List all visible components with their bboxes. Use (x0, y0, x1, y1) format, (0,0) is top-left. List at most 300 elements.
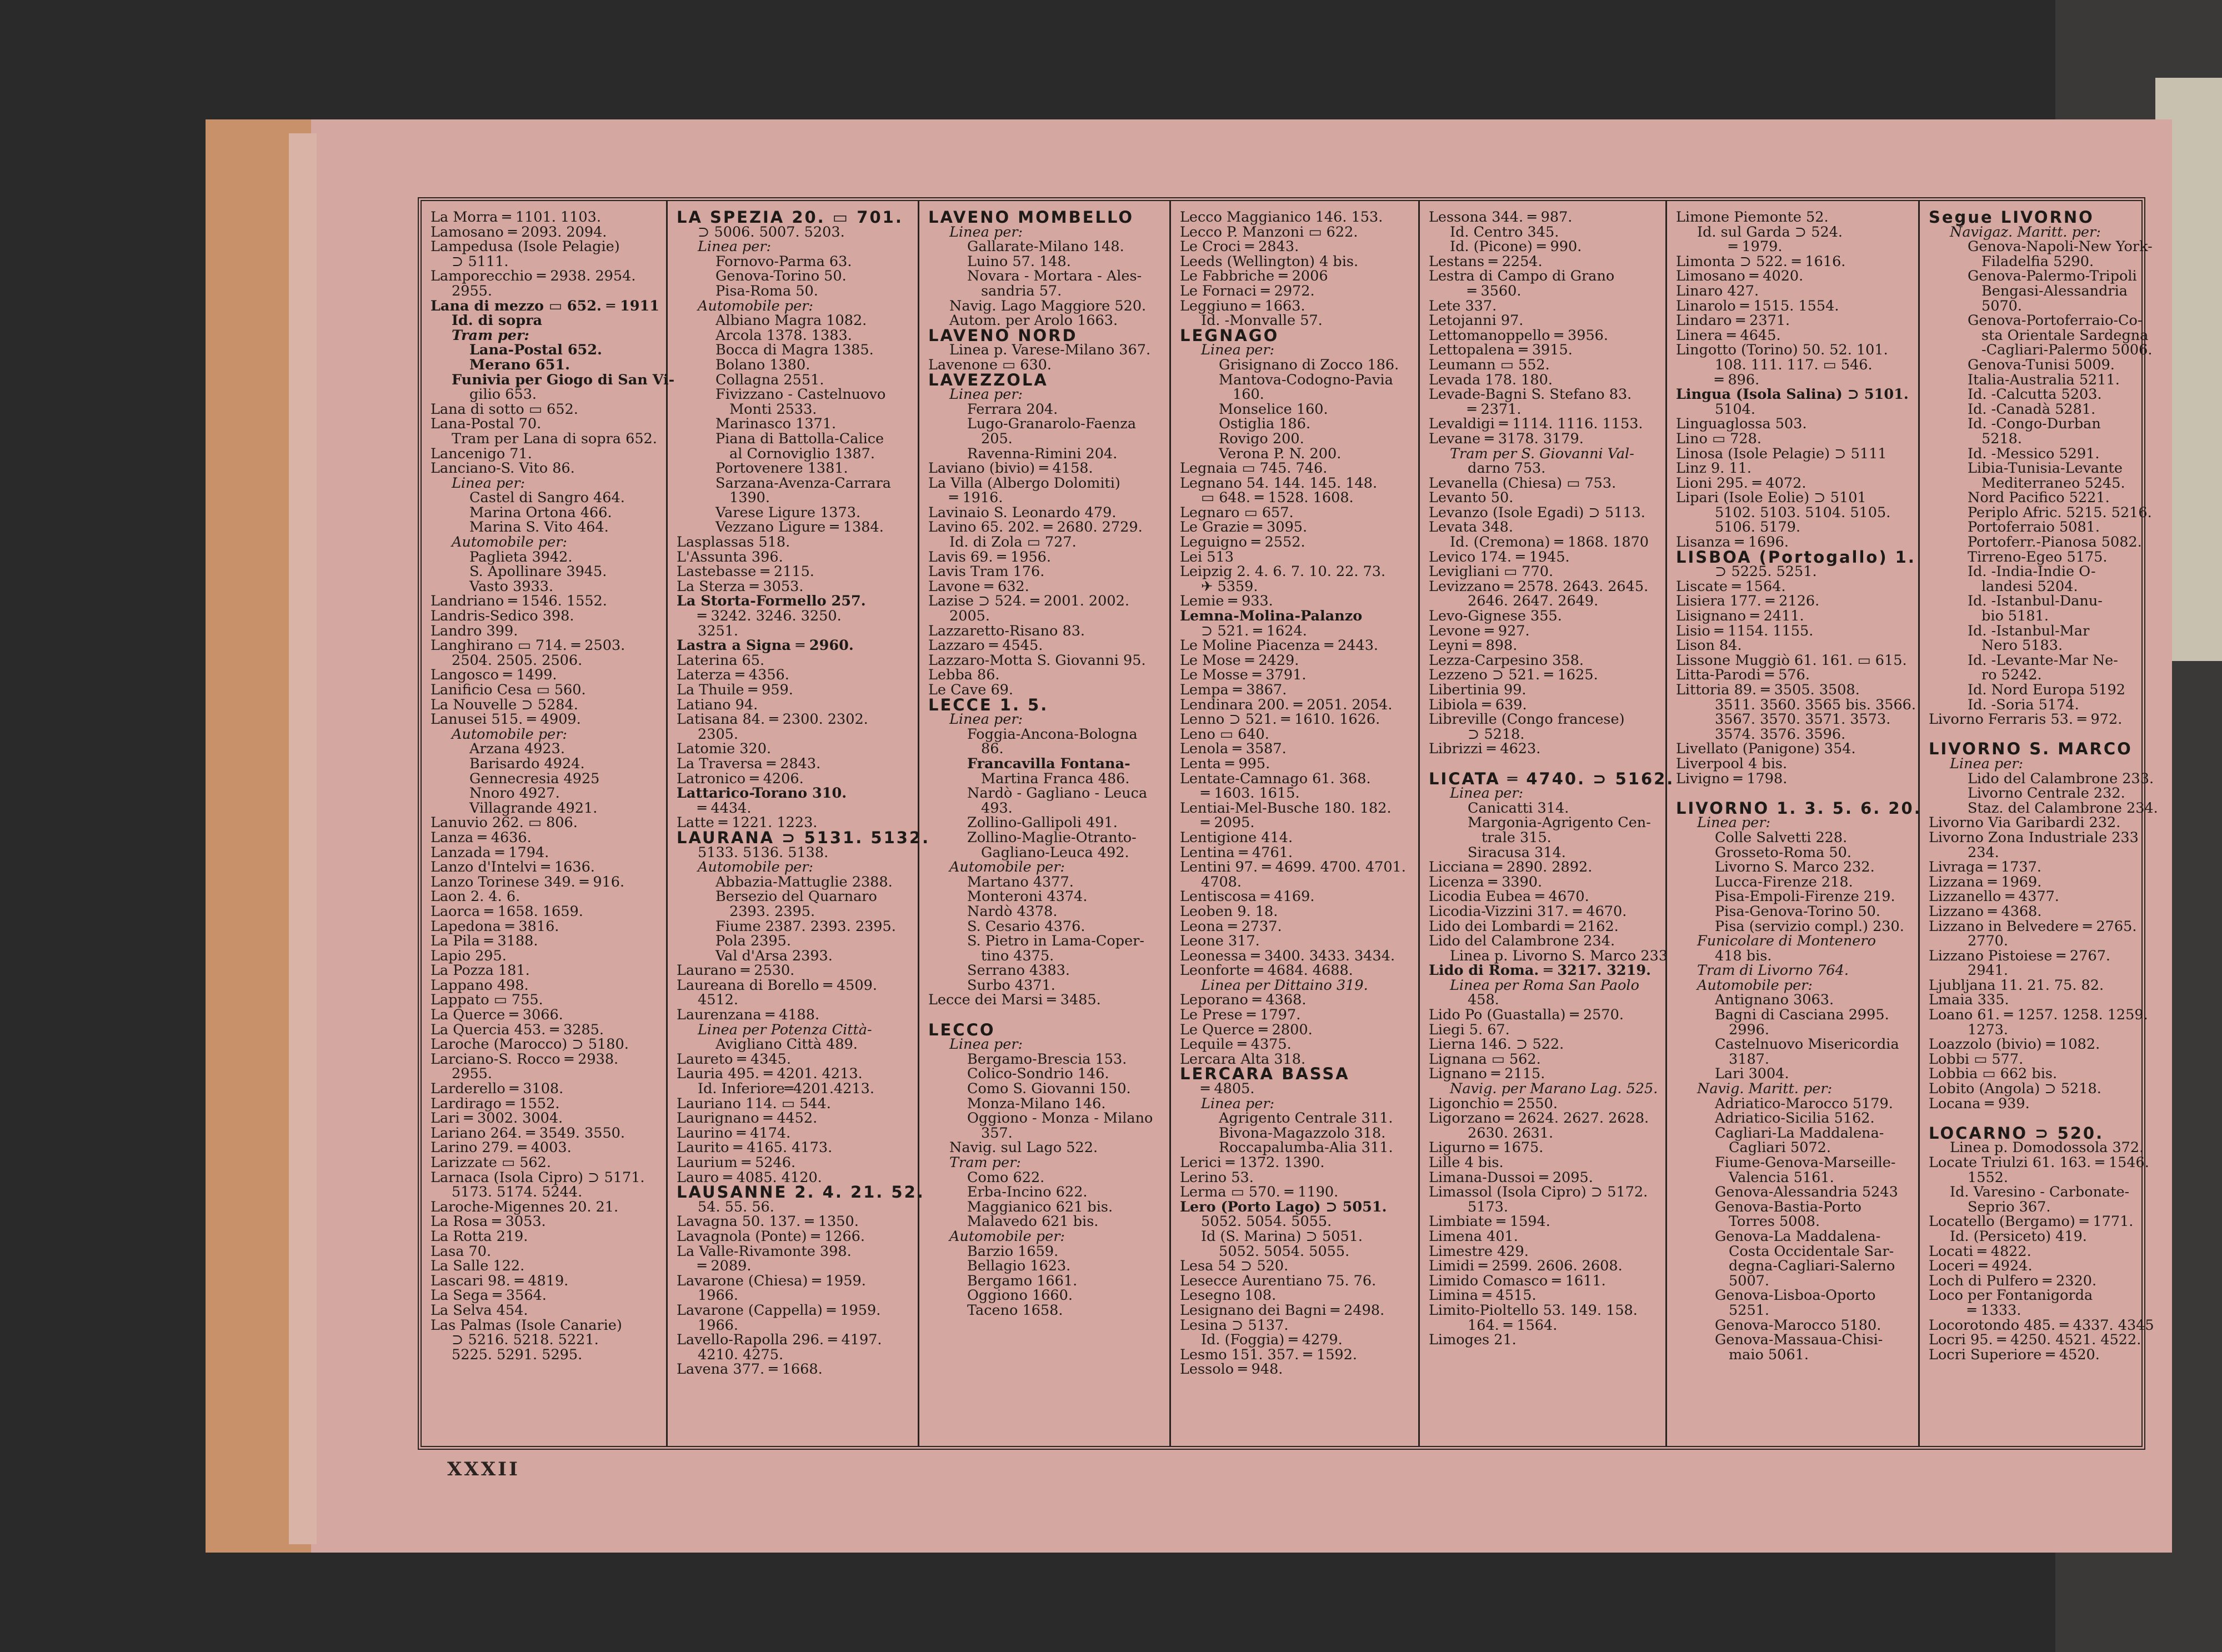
index-entry: Lenta ═ 995. (1180, 755, 1270, 772)
index-entry: La Villa (Albergo Dolomiti) (928, 474, 1120, 492)
index-entry: Licodia-Vizzini 317. ═ 4670. (1429, 903, 1627, 920)
index-entry: Genova-Alessandria 5243 (1715, 1184, 1898, 1201)
index-entry: L'Assunta 396. (677, 548, 783, 565)
index-entry: Latiano 94. (677, 696, 758, 713)
index-entry: Margonia-Agrigento Cen- (1468, 814, 1651, 832)
index-entry: al Cornoviglio 1387. (729, 445, 875, 462)
index-entry: Laurium ═ 5246. (677, 1154, 796, 1171)
index-entry: Fornovo-Parma 63. (715, 253, 852, 270)
index-entry: Lentigione 414. (1180, 829, 1293, 846)
index-entry: Id. -Messico 5291. (1968, 445, 2100, 462)
index-entry: Id. -Canadà 5281. (1968, 401, 2096, 418)
index-entry: gilio 653. (469, 386, 537, 403)
index-entry: Laurito ═ 4165. 4173. (677, 1139, 833, 1157)
index-entry: Livigno ═ 1798. (1676, 770, 1788, 787)
index-table (418, 197, 2158, 1450)
index-entry: Novara - Mortara - Ales- (967, 268, 1142, 285)
index-entry: S. Apollinare 3945. (469, 563, 607, 580)
index-entry: Linea p. Livorno S. Marco 233 (1450, 947, 1668, 964)
index-entry: Licenza ═ 3390. (1429, 873, 1543, 890)
index-entry: Bagni di Casciana 2995. (1715, 1007, 1889, 1024)
index-entry: Como S. Giovanni 150. (967, 1080, 1131, 1098)
index-entry: Bocca di Magra 1385. (715, 342, 874, 359)
index-entry: Locri 95. ═ 4250. 4521. 4522. (1929, 1331, 2141, 1349)
index-entry: Navig. per Marano Lag. 525. (1450, 1080, 1658, 1098)
index-entry: ═ 4434. (698, 799, 752, 817)
index-entry: La Rotta 219. (431, 1228, 528, 1245)
index-entry: Id. di sopra (452, 312, 543, 329)
index-entry: ⊃ 5216. 5218. 5221. (452, 1331, 599, 1349)
index-entry: 5173. 5174. 5244. (452, 1184, 583, 1201)
index-entry: Legnaia ▭ 745. 746. (1180, 460, 1328, 477)
index-entry: Periplo Afric. 5215. 5216. (1968, 504, 2152, 521)
index-entry: 5173. (1468, 1198, 1509, 1215)
index-entry: Lido del Calambrone 233. (1968, 770, 2154, 787)
index-entry: 2393. 2395. (729, 903, 815, 920)
index-heading: LISBOA (Portogallo) 1. (1676, 547, 1916, 567)
index-entry: Lessolo ═ 948. (1180, 1361, 1283, 1378)
index-entry: Leggiuno ═ 1663. (1180, 297, 1305, 314)
index-entry: Lanzo d'Intelvi ═ 1636. (431, 859, 595, 876)
index-entry: Lamosano ═ 2093. 2094. (431, 223, 607, 241)
index-entry: Lizzano Pistoiese ═ 2767. (1929, 947, 2111, 964)
index-entry: Laroche (Marocco) ⊃ 5180. (431, 1036, 629, 1053)
index-entry: Pisa (servizio compl.) 230. (1715, 918, 1904, 935)
index-entry: Le Moline Piacenza ═ 2443. (1180, 637, 1379, 654)
index-entry: ⊃ 5006. 5007. 5203. (698, 223, 845, 241)
index-entry: Laureana di Borello ═ 4509. (677, 977, 877, 994)
index-entry: Castel di Sangro 464. (469, 489, 625, 507)
index-entry: Lido di Roma. ═ 3217. 3219. (1429, 962, 1651, 979)
index-entry: Lavena 377. ═ 1668. (677, 1361, 823, 1378)
index-entry: Lappano 498. (431, 977, 529, 994)
index-entry: Linea per: (1697, 814, 1771, 832)
index-heading: LAUSANNE 2. 4. 21. 52. (677, 1183, 925, 1202)
index-entry: Larizzate ▭ 562. (431, 1154, 551, 1171)
index-entry: La Morra ═ 1101. 1103. (431, 209, 601, 226)
index-entry: ⊃ 5225. 5251. (1715, 563, 1817, 580)
index-entry: 5218. (1981, 430, 2023, 447)
index-entry: 2646. 2647. 2649. (1468, 593, 1599, 610)
index-entry: Lanusei 515. ═ 4909. (431, 711, 581, 728)
index-heading: LAURANA ⊃ 5131. 5132. (677, 828, 930, 847)
index-entry: Lazzaretto-Risano 83. (928, 622, 1085, 639)
index-entry: Latomie 320. (677, 740, 772, 758)
index-entry: Lenola ═ 3587. (1180, 740, 1287, 758)
index-entry: Pisa-Empoli-Firenze 219. (1715, 888, 1895, 905)
index-entry: Litta-Parodi ═ 576. (1676, 667, 1810, 684)
index-entry: Laureto ═ 4345. (677, 1050, 792, 1068)
index-entry: Laorca ═ 1658. 1659. (431, 903, 583, 920)
index-entry: Leeds (Wellington) 4 bis. (1180, 253, 1359, 270)
index-entry: La Quercia 453. ═ 3285. (431, 1021, 604, 1038)
index-entry: Tirreno-Egeo 5175. (1968, 548, 2108, 565)
index-entry: Id. di Zola ▭ 727. (949, 534, 1077, 551)
index-entry: Locatello (Bergamo) ═ 1771. (1929, 1213, 2134, 1230)
index-entry: Lecce dei Marsi ═ 3485. (928, 992, 1101, 1009)
index-entry: Nero 5183. (1981, 637, 2063, 654)
index-entry: Lauro ═ 4085. 4120. (677, 1169, 822, 1186)
index-entry: Genova-Palermo-Tripoli (1968, 268, 2137, 285)
index-column-6 (1667, 201, 1920, 1446)
index-entry: Lasa 70. (431, 1243, 492, 1260)
index-entry: Latisana 84. ═ 2300. 2302. (677, 711, 868, 728)
index-entry: tino 4375. (981, 947, 1054, 964)
index-entry: Lido Po (Guastalla) ═ 2570. (1429, 1007, 1624, 1024)
index-entry: Automobile per: (698, 297, 813, 314)
index-entry: Automobile per: (949, 1228, 1065, 1245)
index-entry: Lavenone ▭ 630. (928, 356, 1052, 373)
index-entry: Maggianico 621 bis. (967, 1198, 1113, 1215)
index-entry: Lucca-Firenze 218. (1715, 873, 1853, 890)
index-entry: sandria 57. (981, 282, 1062, 299)
index-entry: Ferrara 204. (967, 401, 1058, 418)
index-entry: 3574. 3576. 3596. (1715, 725, 1846, 743)
index-heading: LOCARNO ⊃ 520. (1929, 1123, 2104, 1143)
index-entry: Larino 279. ═ 4003. (431, 1139, 572, 1157)
index-entry: Lentina ═ 4761. (1180, 844, 1293, 861)
index-entry: Limassol (Isola Cipro) ⊃ 5172. (1429, 1184, 1648, 1201)
index-entry: S. Cesario 4376. (967, 918, 1085, 935)
index-entry: Lignana ▭ 562. (1429, 1050, 1541, 1068)
index-entry: Automobile per: (949, 859, 1065, 876)
index-entry: Collagna 2551. (715, 371, 824, 388)
index-entry: Larciano-S. Rocco ═ 2938. (431, 1050, 619, 1068)
index-entry: Filadelfia 5290. (1981, 253, 2094, 270)
index-entry: Lecco Maggianico 146. 153. (1180, 209, 1383, 226)
index-entry: 2005. (949, 608, 990, 625)
index-entry: ═ 1979. (1729, 238, 1783, 256)
index-entry: Mantova-Codogno-Pavia (1219, 371, 1393, 388)
index-entry: Limoges 21. (1429, 1331, 1517, 1349)
index-entry: Id. Centro 345. (1450, 223, 1559, 241)
index-entry: Tram per S. Giovanni Val- (1450, 445, 1634, 462)
index-entry: Adriatico-Sicilia 5162. (1715, 1110, 1875, 1127)
index-entry: Ligurno ═ 1675. (1429, 1139, 1544, 1157)
index-entry: Lancenigo 71. (431, 445, 532, 462)
index-entry: Fiume 2387. 2393. 2395. (715, 918, 896, 935)
index-entry: Leyni ═ 898. (1429, 637, 1518, 654)
index-entry: Laterza ═ 4356. (677, 667, 789, 684)
index-entry: Lapedona ═ 3816. (431, 918, 559, 935)
index-entry: Genova-Bastia-Porto (1715, 1198, 1861, 1215)
index-entry: Gagliano-Leuca 492. (981, 844, 1129, 861)
index-entry: Linea per: (949, 711, 1023, 728)
index-entry: Bivona-Magazzolo 318. (1219, 1124, 1386, 1142)
index-entry: Levane ═ 3178. 3179. (1429, 430, 1584, 447)
index-entry: La Storta-Formello 257. (677, 593, 866, 610)
index-entry: Lentiai-Mel-Busche 180. 182. (1180, 799, 1392, 817)
index-heading: LAVEZZOLA (928, 370, 1048, 389)
index-entry: Levata 348. (1429, 519, 1513, 536)
index-entry: Legnano 54. 144. 145. 148. (1180, 474, 1378, 492)
index-entry: Italia-Australia 5211. (1968, 371, 2120, 388)
index-entry: Loceri ═ 4924. (1929, 1258, 2033, 1275)
index-entry: Tram per: (452, 327, 529, 344)
index-entry: Lido dei Lombardi ═ 2162. (1429, 918, 1619, 935)
index-entry: Lentini 97. ═ 4699. 4700. 4701. (1180, 859, 1406, 876)
index-entry: Licciana ═ 2890. 2892. (1429, 859, 1593, 876)
index-entry: Lavarone (Chiesa) ═ 1959. (677, 1272, 866, 1289)
index-entry: Leonessa ═ 3400. 3433. 3434. (1180, 947, 1395, 964)
index-entry: ═ 1916. (949, 489, 1003, 507)
index-entry: Le Fabbriche ═ 2006 (1180, 268, 1328, 285)
index-entry: Nardò 4378. (967, 903, 1058, 920)
index-entry: Laon 2. 4. 6. (431, 888, 521, 905)
index-entry: 2504. 2505. 2506. (452, 652, 583, 669)
index-entry: 234. (1968, 844, 1999, 861)
index-entry: Lanuvio 262. ▭ 806. (431, 814, 578, 832)
index-entry: Lestra di Campo di Grano (1429, 268, 1615, 285)
index-entry: Laterina 65. (677, 652, 765, 669)
index-entry: 54. 55. 56. (698, 1198, 774, 1215)
index-entry: Lardirago ═ 1552. (431, 1095, 560, 1112)
index-entry: Limina ═ 4515. (1429, 1287, 1537, 1304)
index-entry: Nardò - Gagliano - Leuca (967, 785, 1148, 802)
index-entry: Id. Nord Europa 5192 (1968, 682, 2125, 698)
index-entry: Landriano ═ 1546. 1552. (431, 593, 607, 610)
index-entry: ═ 896. (1715, 371, 1760, 388)
index-entry: Agrigento Centrale 311. (1219, 1110, 1393, 1127)
index-entry: Paglieta 3942. (469, 548, 573, 565)
index-entry: Adriatico-Marocco 5179. (1715, 1095, 1893, 1112)
index-entry: Librizzi ═ 4623. (1429, 740, 1541, 758)
index-entry: Roccapalumba-Alia 311. (1219, 1139, 1393, 1157)
index-entry: Rovigo 200. (1219, 430, 1304, 447)
index-entry: Tram per: (949, 1154, 1021, 1171)
index-entry: ⊃ 5111. (452, 253, 509, 270)
index-entry: Langosco ═ 1499. (431, 667, 557, 684)
index-entry: 86. (981, 740, 1004, 758)
index-entry: ═ 1333. (1968, 1301, 2021, 1319)
index-entry: Malavedo 621 bis. (967, 1213, 1099, 1230)
index-entry: Libia-Tunisia-Levante (1968, 460, 2123, 477)
index-entry: Lempa ═ 3867. (1180, 682, 1287, 698)
index-entry: Lierna 146. ⊃ 522. (1429, 1036, 1564, 1053)
index-entry: Linaro 427. (1676, 282, 1759, 299)
index-entry: Lavis 69. ═ 1956. (928, 548, 1052, 565)
index-entry: Lazzaro ═ 4545. (928, 637, 1043, 654)
index-entry: Ravenna-Rimini 204. (967, 445, 1118, 462)
index-entry: Portoferr.-Pianosa 5082. (1968, 534, 2142, 551)
index-entry: La Nouvelle ⊃ 5284. (431, 696, 578, 713)
index-entry: Liverpool 4 bis. (1676, 755, 1788, 772)
index-entry: 418 bis. (1715, 947, 1772, 964)
index-heading: LEGNAGO (1180, 326, 1279, 345)
index-entry: Livorno Centrale 232. (1968, 785, 2125, 802)
index-entry: Marina Ortona 466. (469, 504, 612, 521)
index-entry: Foggia-Ancona-Bologna (967, 725, 1138, 743)
index-entry: Lanza ═ 4636. (431, 829, 532, 846)
index-entry: Piana di Battolla-Calice (715, 430, 884, 447)
index-entry: Sarzana-Avenza-Carrara (715, 474, 891, 492)
index-entry: Lizzano ═ 4368. (1929, 903, 2042, 920)
index-entry: Automobile per: (452, 534, 567, 551)
index-entry: Limana-Dussoi ═ 2095. (1429, 1169, 1593, 1186)
page-number: XXXII (447, 1458, 520, 1480)
index-entry: Pola 2395. (715, 933, 791, 950)
index-entry: ═ 2095. (1201, 814, 1255, 832)
index-heading: LA SPEZIA 20. ▭ 701. (677, 208, 903, 227)
index-entry: Genova-La Maddalena- (1715, 1228, 1881, 1245)
index-entry: Leona ═ 2737. (1180, 918, 1282, 935)
index-entry: 1390. (729, 489, 770, 507)
index-entry: 2996. (1729, 1021, 1770, 1038)
index-entry: Oggiono 1660. (967, 1287, 1073, 1304)
index-entry: Lizzanello ═ 4377. (1929, 888, 2059, 905)
index-entry: Lero (Porto Lago) ⊃ 5051. (1180, 1198, 1387, 1215)
index-entry: Linea per: (949, 1036, 1023, 1053)
index-entry: 2770. (1968, 933, 2009, 950)
index-entry: Leno ▭ 640. (1180, 725, 1269, 743)
index-entry: 2955. (452, 282, 493, 299)
index-entry: Cagliari 5072. (1729, 1139, 1831, 1157)
index-entry: Lazzaro-Motta S. Giovanni 95. (928, 652, 1146, 669)
index-entry: 1966. (698, 1316, 739, 1334)
index-entry: Marina S. Vito 464. (469, 519, 609, 536)
index-entry: Lana-Postal 652. (469, 342, 602, 359)
index-entry: Id. -Soria 5174. (1968, 696, 2079, 713)
index-entry: Lana di mezzo ▭ 652. ═ 1911 (431, 297, 659, 314)
index-entry: Lastra a Signa ═ 2960. (677, 637, 854, 654)
index-entry: Linea per: (1950, 755, 2024, 772)
index-entry: Lison 84. (1676, 637, 1742, 654)
index-entry: Pisa-Roma 50. (715, 282, 818, 299)
index-heading: LECCO (928, 1020, 995, 1039)
index-entry: Lesignano dei Bagni ═ 2498. (1180, 1301, 1385, 1319)
index-entry: Id. -Levante-Mar Ne- (1968, 652, 2118, 669)
index-entry: Lmaia 335. (1929, 992, 2009, 1009)
index-entry: Portovenere 1381. (715, 460, 848, 477)
index-entry: Loco per Fontanigorda (1929, 1287, 2093, 1304)
index-entry: Laurignano ═ 4452. (677, 1110, 818, 1127)
index-entry: Id. (Picone) ═ 990. (1450, 238, 1582, 256)
index-entry: Lappato ▭ 755. (431, 992, 543, 1009)
index-entry: Taceno 1658. (967, 1301, 1063, 1319)
index-entry: Lesina ⊃ 5137. (1180, 1316, 1289, 1334)
index-entry: 108. 111. 117. ▭ 546. (1715, 356, 1873, 373)
index-entry: Lavagna 50. 137. ═ 1350. (677, 1213, 859, 1230)
index-entry: Laroche-Migennes 20. 21. (431, 1198, 619, 1215)
index-entry: 4708. (1201, 873, 1242, 890)
index-entry: Lavone ═ 632. (928, 578, 1029, 595)
index-entry: Automobile per: (698, 859, 813, 876)
index-entry: Id. -Calcutta 5203. (1968, 386, 2102, 403)
index-entry: Id. Varesino - Carbonate- (1950, 1184, 2130, 1201)
index-entry: Locati ═ 4822. (1929, 1243, 2031, 1260)
index-entry: Lignano ═ 2115. (1429, 1065, 1545, 1083)
index-entry: ⊃ 521. ═ 1624. (1201, 622, 1307, 639)
index-entry: Letojanni 97. (1429, 312, 1524, 329)
index-entry: Lari ═ 3002. 3004. (431, 1110, 563, 1127)
index-entry: Lino ▭ 728. (1676, 430, 1761, 447)
index-entry: 164. ═ 1564. (1468, 1316, 1558, 1334)
index-entry: Levanto 50. (1429, 489, 1514, 507)
index-entry: Libertinia 99. (1429, 682, 1527, 698)
index-entry: Lastebasse ═ 2115. (677, 563, 814, 580)
index-entry: Martano 4377. (967, 873, 1074, 890)
index-entry: Linea per: (698, 238, 772, 256)
index-entry: Levo-Gignese 355. (1429, 608, 1562, 625)
index-entry: ═ 2371. (1468, 401, 1522, 418)
index-entry: Linea per: (1201, 342, 1275, 359)
index-entry: Lemna-Molina-Palanzo (1180, 608, 1363, 625)
index-entry: Lendinara 200. ═ 2051. 2054. (1180, 696, 1393, 713)
index-entry: Monti 2533. (729, 401, 817, 418)
index-entry: Albiano Magra 1082. (715, 312, 867, 329)
index-entry: 5007. (1729, 1272, 1770, 1289)
index-entry: Ligonchio ═ 2550. (1429, 1095, 1558, 1112)
index-entry: Liscate ═ 1564. (1676, 578, 1786, 595)
index-entry: Lavino 65. 202. ═ 2680. 2729. (928, 519, 1143, 536)
index-entry: Lercara Alta 318. (1180, 1050, 1306, 1068)
index-entry: Linosa (Isole Pelagie) ⊃ 5111 (1676, 445, 1887, 462)
index-entry: Landris-Sedico 398. (431, 608, 574, 625)
index-entry: Lenno ⊃ 521. ═ 1610. 1626. (1180, 711, 1380, 728)
index-entry: La Sega ═ 3564. (431, 1287, 547, 1304)
index-entry: Autom. per Arolo 1663. (949, 312, 1118, 329)
index-entry: Varese Ligure 1373. (715, 504, 861, 521)
index-entry: Id. sul Garda ⊃ 524. (1697, 223, 1843, 241)
index-entry: Lezza-Carpesino 358. (1429, 652, 1584, 669)
index-entry: Francavilla Fontana- (967, 755, 1130, 772)
index-entry: 3567. 3570. 3571. 3573. (1715, 711, 1891, 728)
index-heading: LICATA ═ 4740. ⊃ 5162. (1429, 769, 1675, 788)
index-entry: Leporano ═ 4368. (1180, 992, 1307, 1009)
index-entry: Lestans ═ 2254. (1429, 253, 1543, 270)
index-entry: Lanciano-S. Vito 86. (431, 460, 575, 477)
index-entry: Id (S. Marina) ⊃ 5051. (1201, 1228, 1363, 1245)
index-entry: Lavello-Rapolla 296. ═ 4197. (677, 1331, 882, 1349)
index-entry: 5070. (1981, 297, 2023, 314)
index-entry: Limone Piemonte 52. (1676, 209, 1829, 226)
index-entry: Ljubljana 11. 21. 75. 82. (1929, 977, 2104, 994)
index-entry: Le Fornaci ═ 2972. (1180, 282, 1315, 299)
index-entry: Erba-Incino 622. (967, 1184, 1088, 1201)
index-entry: Littoria 89. ═ 3505. 3508. (1676, 682, 1860, 698)
index-entry: Navig. Maritt. per: (1697, 1080, 1833, 1098)
index-entry: Leipzig 2. 4. 6. 7. 10. 22. 73. (1180, 563, 1386, 580)
index-entry: ═ 3242. 3246. 3250. (698, 608, 842, 625)
index-entry: Linarolo ═ 1515. 1554. (1676, 297, 1839, 314)
index-entry: sta Orientale Sardegna (1981, 327, 2149, 344)
index-heading: LERCARA BASSA (1180, 1064, 1350, 1084)
index-entry: Genova-Marocco 5180. (1715, 1316, 1881, 1334)
index-entry: La Pozza 181. (431, 962, 530, 979)
index-entry: ro 5242. (1981, 667, 2042, 684)
index-entry: Lemie ═ 933. (1180, 593, 1273, 610)
index-entry: Monza-Milano 146. (967, 1095, 1106, 1112)
index-entry: 5106. 5179. (1715, 519, 1801, 536)
index-entry: Barzio 1659. (967, 1243, 1059, 1260)
index-entry: Lobbia ▭ 662 bis. (1929, 1065, 2058, 1083)
index-entry: Genova-Tunisi 5009. (1968, 356, 2115, 373)
index-entry: Id. -Istanbul-Mar (1968, 622, 2090, 639)
index-entry: Leumann ▭ 552. (1429, 356, 1550, 373)
index-entry: Id. -Istanbul-Danu- (1968, 593, 2103, 610)
index-entry: Levanzo (Isole Egadi) ⊃ 5113. (1429, 504, 1645, 521)
index-entry: Lisignano ═ 2411. (1676, 608, 1804, 625)
index-entry: Linea p. Domodossola 372. (1950, 1139, 2144, 1157)
index-entry: Villagrande 4921. (469, 799, 598, 817)
index-entry: Lasplassas 518. (677, 534, 790, 551)
index-entry: Limosano ═ 4020. (1676, 268, 1804, 285)
index-entry: Lazise ⊃ 524. ═ 2001. 2002. (928, 593, 1129, 610)
index-entry: Id. (Persiceto) 419. (1950, 1228, 2087, 1245)
index-entry: Linea per: (1450, 785, 1524, 802)
index-entry: Torres 5008. (1729, 1213, 1820, 1230)
index-entry: Libiola ═ 639. (1429, 696, 1527, 713)
